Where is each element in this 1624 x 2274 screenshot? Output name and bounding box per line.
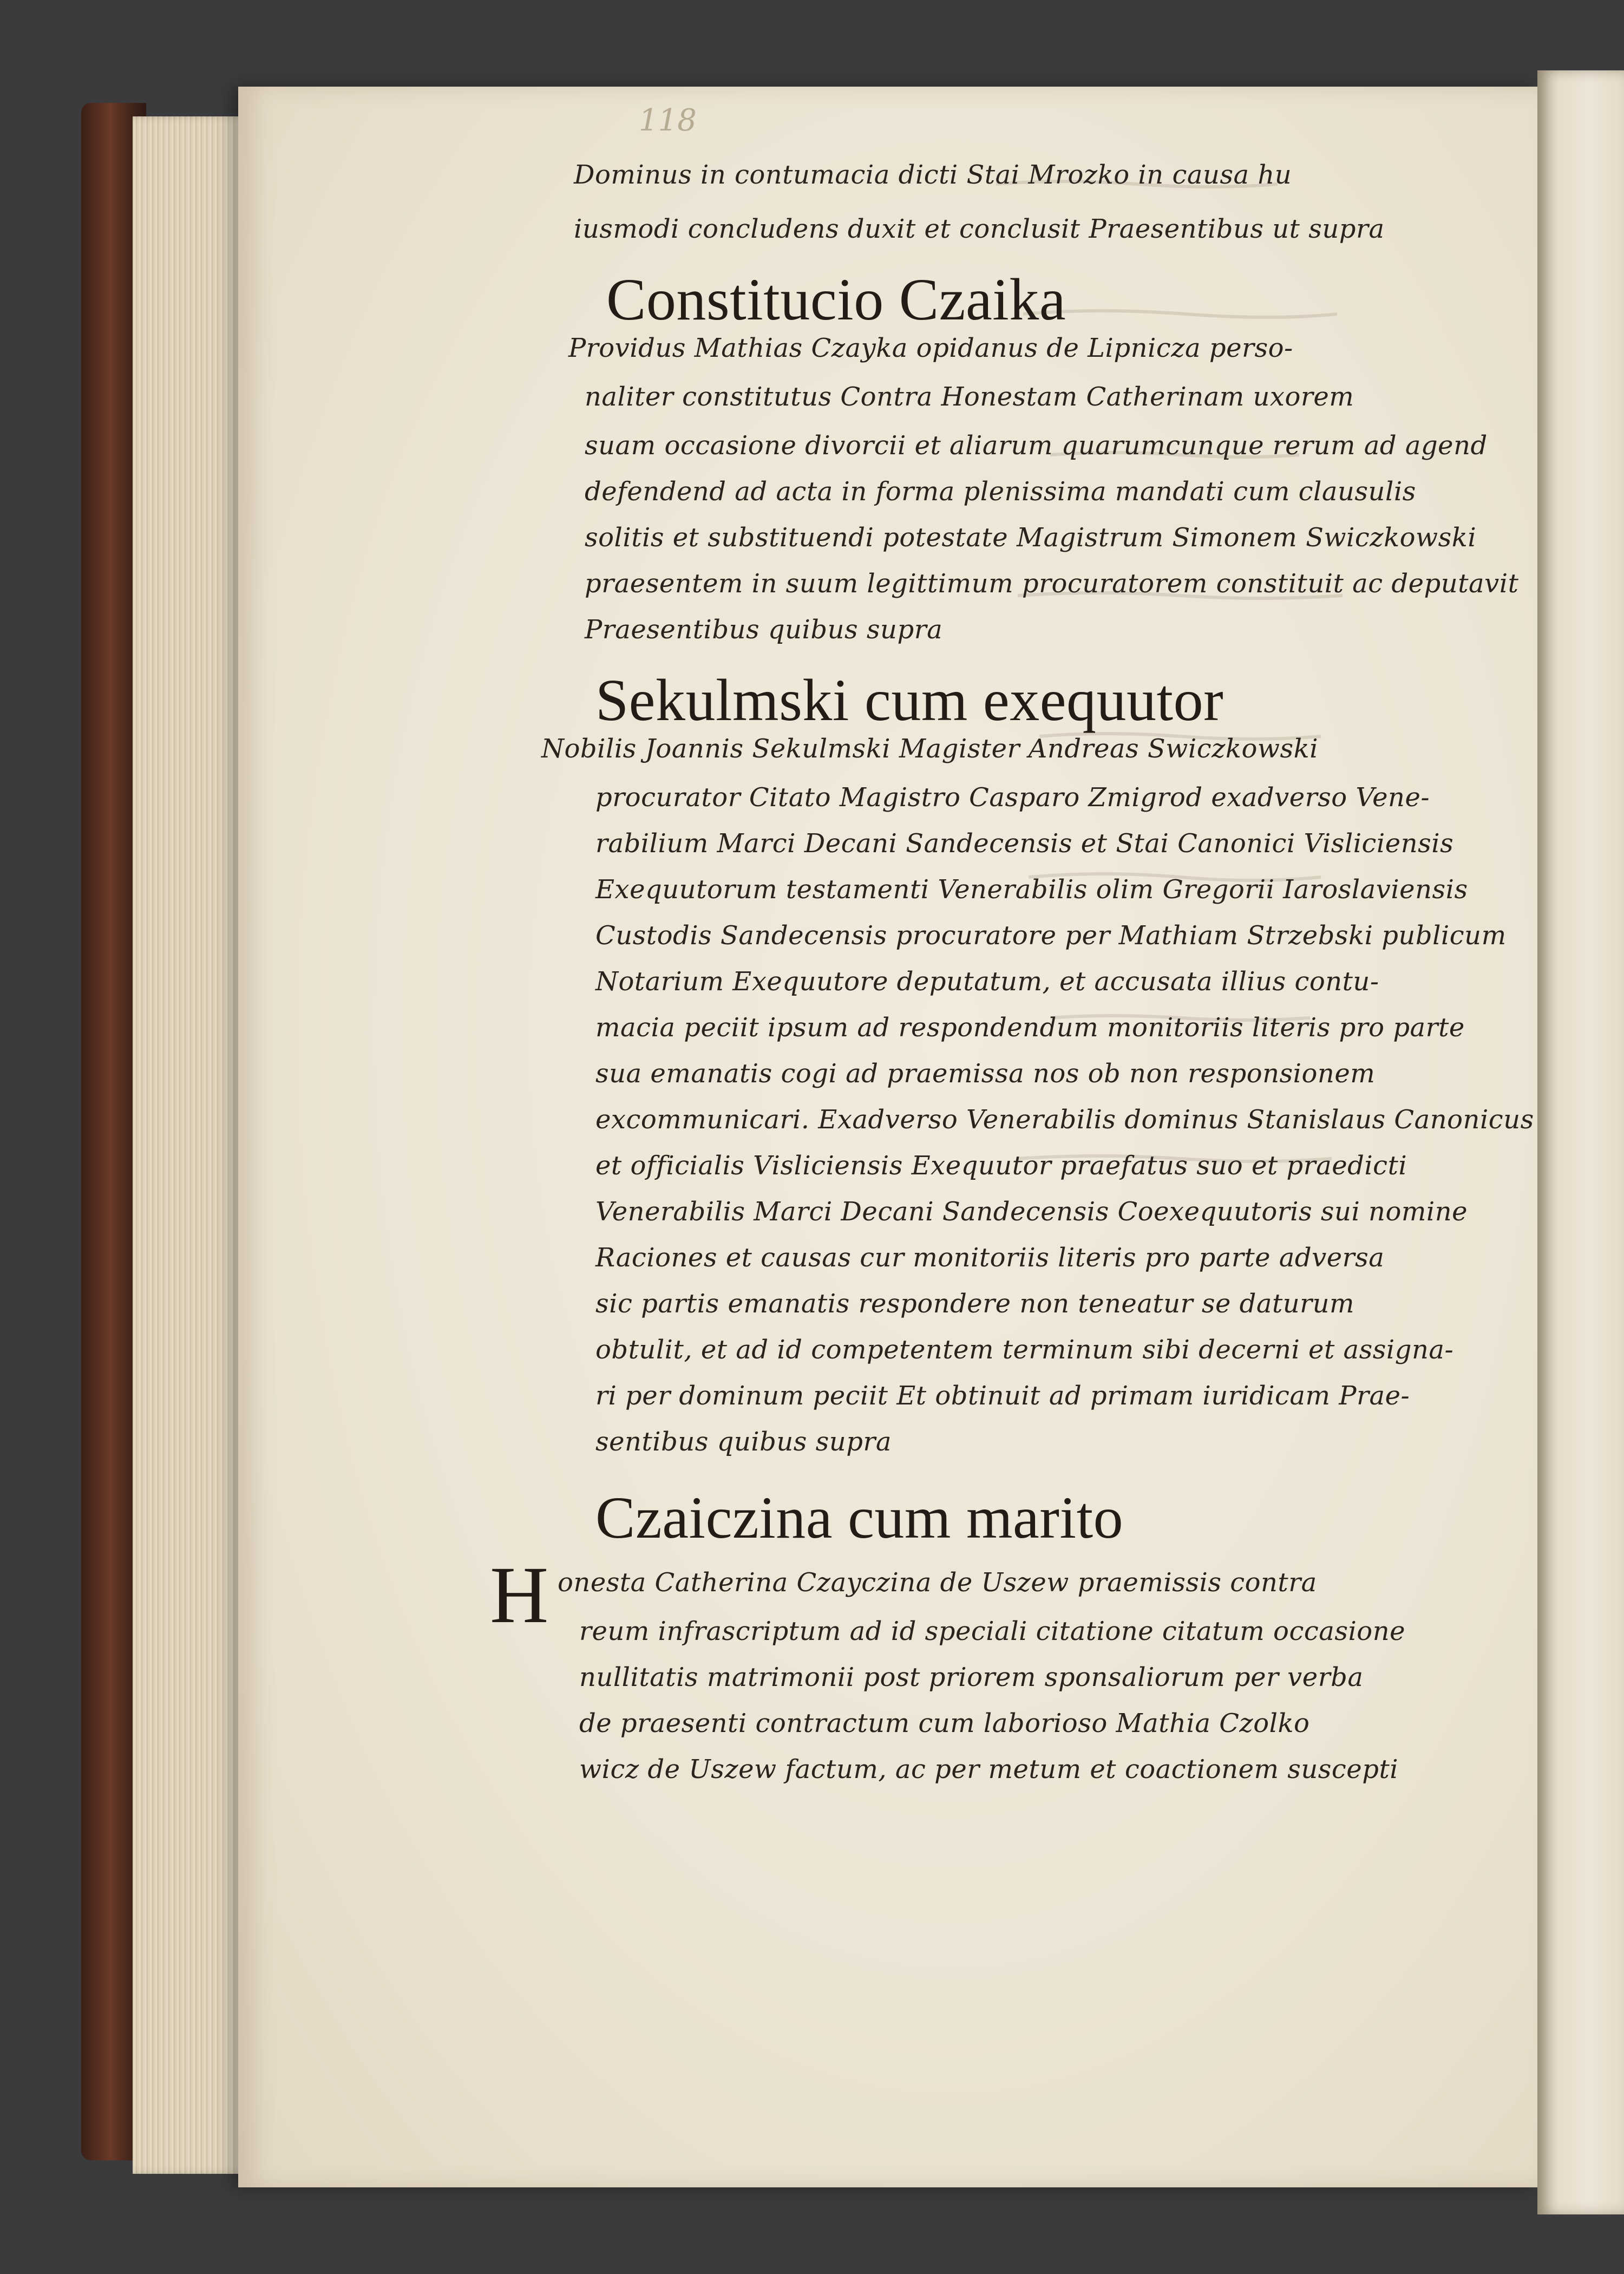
text-line: macia peciit ipsum ad respondendum monitoriis literis pro parte [595, 1012, 1465, 1043]
text-line: Dominus in contumacia dicti Stai Mrozko in causa hu [574, 160, 1292, 190]
text-line: rabilium Marci Decani Sandecensis et Stai Canonici Visliciensis [595, 828, 1454, 859]
text-line: suam occasione divorcii et aliarum quarumcunque rerum ad agend [585, 430, 1488, 461]
section-heading: Sekulmski cum exequutor [595, 667, 1224, 733]
text-line: Custodis Sandecensis procuratore per Mathiam Strzebski publicum [595, 920, 1507, 951]
text-line: naliter constitutus Contra Honestam Catherinam uxorem [585, 382, 1354, 412]
section-heading: Constitucio Czaika [606, 266, 1066, 332]
text-line: sentibus quibus supra [595, 1427, 892, 1457]
text-line: Praesentibus quibus supra [585, 615, 943, 645]
text-line: de praesenti contractum cum laborioso Mathia Czolko [579, 1708, 1310, 1739]
folio-number: 118 [639, 103, 697, 138]
text-line: onesta Catherina Czayczina de Uszew praemissis contra [558, 1567, 1317, 1598]
text-line: defendend ad acta in forma plenissima mandati cum clausulis [585, 476, 1416, 507]
text-line: Venerabilis Marci Decani Sandecensis Coexequutoris sui nomine [595, 1197, 1468, 1227]
text-line: sua emanatis cogi ad praemissa nos ob non responsionem [595, 1058, 1376, 1089]
text-line: nullitatis matrimonii post priorem sponsaliorum per verba [579, 1662, 1364, 1693]
text-line: ri per dominum peciit Et obtinuit ad primam iuridicam Prae- [595, 1381, 1410, 1411]
section-heading: Czaiczina cum marito [595, 1485, 1124, 1551]
text-line: et officialis Visliciensis Exequutor praefatus suo et praedicti [595, 1151, 1407, 1181]
text-line: praesentem in suum legittimum procuratorem constituit ac deputavit [585, 568, 1519, 599]
text-line: obtulit, et ad id competentem terminum sibi decerni et assigna- [595, 1335, 1454, 1365]
decorated-initial: H [490, 1550, 549, 1640]
text-line: procurator Citato Magistro Casparo Zmigrod exadverso Vene- [595, 782, 1430, 813]
text-line: excommunicari. Exadverso Venerabilis dominus Stanislaus Canonicus [595, 1105, 1534, 1135]
text-line: reum infrascriptum ad id speciali citatione citatum occasione [579, 1616, 1406, 1646]
text-line: Providus Mathias Czayka opidanus de Lipnicza perso- [568, 333, 1293, 363]
text-line: wicz de Uszew factum, ac per metum et coactionem suscepti [579, 1754, 1399, 1785]
text-line: Nobilis Joannis Sekulmski Magister Andreas Swiczkowski [541, 734, 1319, 764]
page-edges [133, 116, 249, 2174]
text-line: Raciones et causas cur monitoriis literis pro parte adversa [595, 1243, 1385, 1273]
facing-page-edge [1537, 70, 1624, 2214]
text-line: iusmodi concludens duxit et conclusit Praesentibus ut supra [574, 214, 1385, 244]
text-line: Exequutorum testamenti Venerabilis olim Gregorii Iaroslaviensis [595, 874, 1468, 905]
text-line: solitis et substituendi potestate Magistrum Simonem Swiczkowski [585, 522, 1477, 553]
text-line: sic partis emanatis respondere non teneatur se daturum [595, 1289, 1355, 1319]
text-line: Notarium Exequutore deputatum, et accusata illius contu- [595, 966, 1379, 997]
